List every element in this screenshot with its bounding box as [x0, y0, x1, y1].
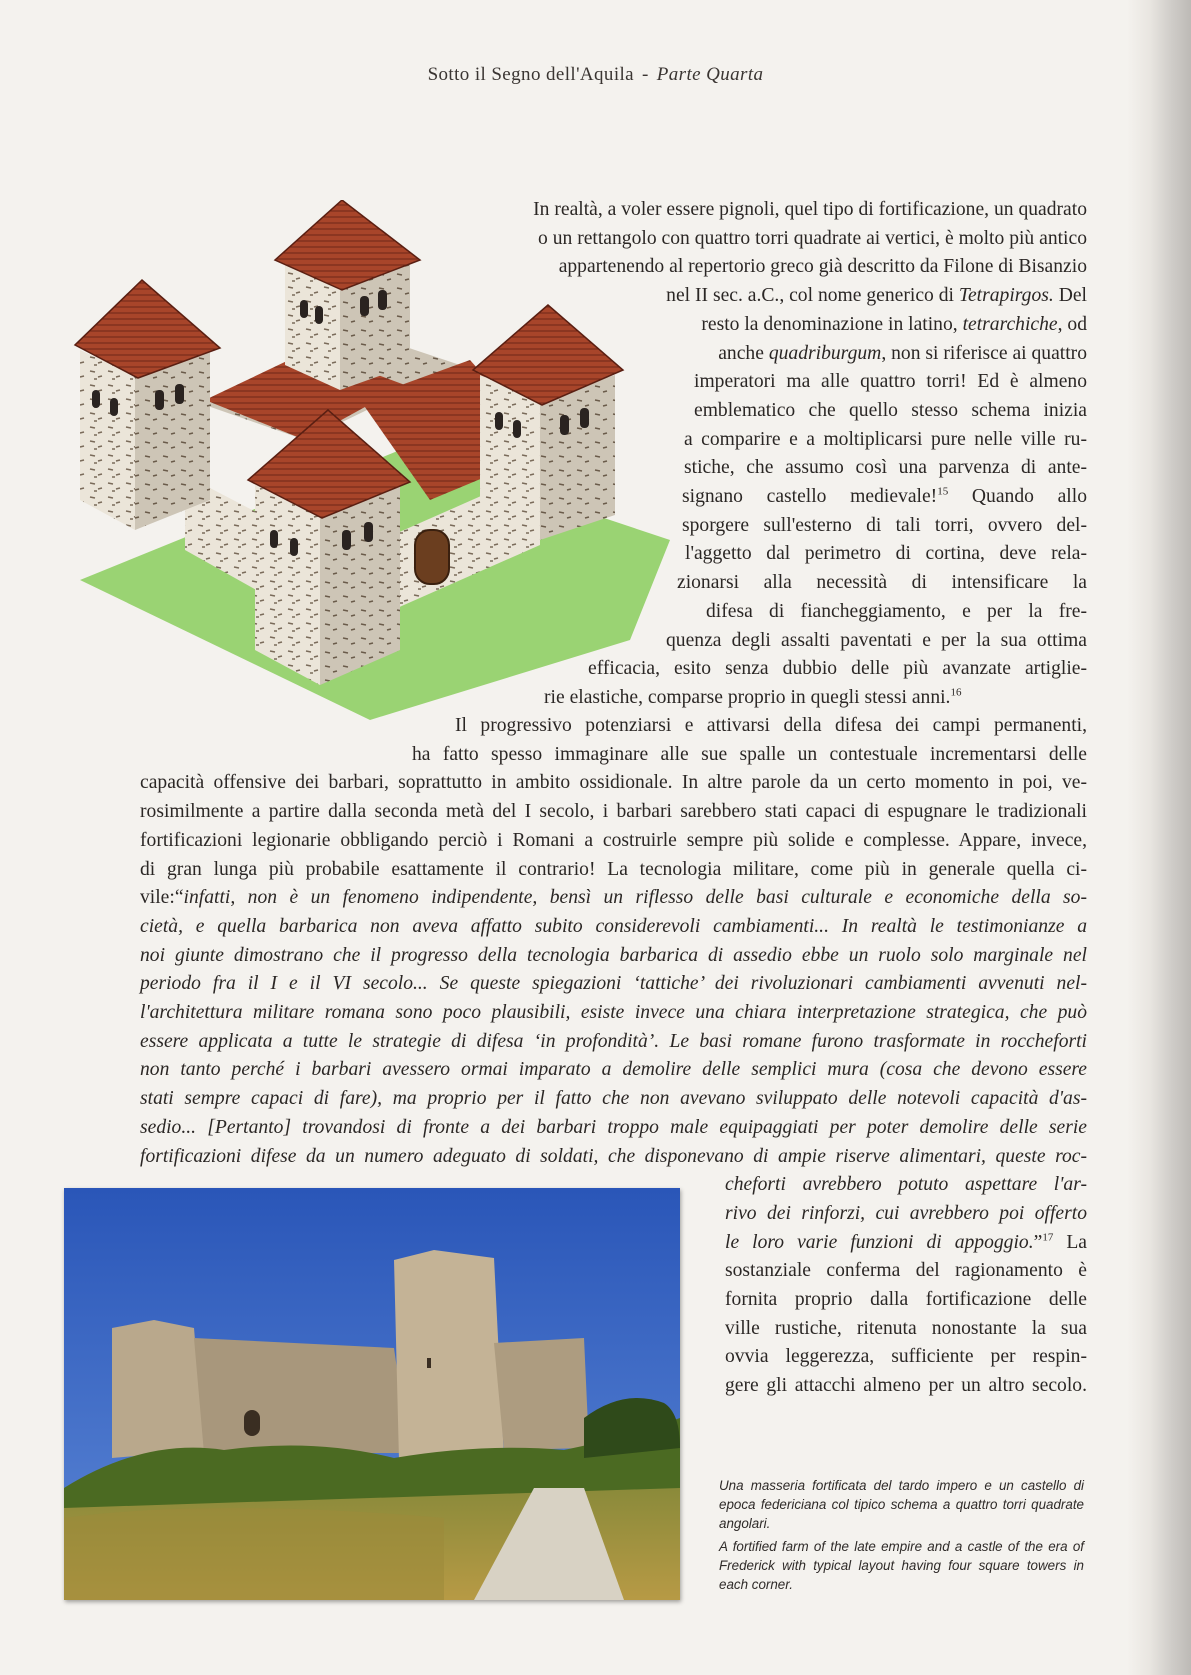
text-line: rosimilmente a partire dalla seconda metà del I secolo, i barbari sarebbero stati capaci di espugnare le tradizionali	[140, 801, 1087, 823]
text-line: noi giunte dimostrano che il progresso della tecnologia barbarica di assedio ebbe un ruolo solo marginale nel	[140, 944, 1087, 966]
caption-english: A fortified farm of the late empire and a castle of the era of Frederick with typical layout having four square towers in each corner.	[719, 1538, 1084, 1593]
text-line: Il progressivo potenziarsi e attivarsi della difesa dei campi permanenti,	[455, 715, 1087, 736]
text-line: ovvia leggerezza, sufficiente per respin-	[725, 1346, 1087, 1368]
text-line: efficacia, esito senza dubbio delle più avanzate artiglie-	[588, 658, 1087, 680]
figure-caption	[719, 1476, 1084, 1597]
text-line: sedio... [Pertanto] trovandosi di fronte a dei barbari troppo male equipaggiati per poter demolire delle serie	[140, 1116, 1087, 1138]
castle-photo	[64, 1188, 680, 1600]
text-line: fornita proprio dalla fortificazione delle	[725, 1289, 1087, 1310]
text-line: essere applicata a tutte le strategie di difesa ‘in profondità’. Le basi romane furono trasformate in roccheforti	[140, 1030, 1087, 1052]
text-line: l'aggetto dal perimetro di cortina, deve rela-	[685, 543, 1087, 565]
text-line: l'architettura militare romana sono poco plausibili, esiste invece una chiara interpretazione strategica, che può	[140, 1002, 1087, 1023]
text-line: stiche, che assumo così una parvenza di ante-	[684, 457, 1087, 479]
text-line: difesa di fiancheggiamento, e per la fre-	[706, 600, 1087, 622]
running-header	[0, 64, 1191, 86]
text-line: a comparire e a moltiplicarsi pure nelle ville ru-	[684, 428, 1087, 450]
header-separator: -	[642, 64, 649, 85]
text-line: ha fatto spesso immaginare alle sue spalle un contestuale incrementarsi delle	[412, 743, 1087, 765]
text-line: o un rettangolo con quattro torri quadrate ai vertici, è molto più antico	[538, 227, 1087, 249]
text-line: sporgere sull'esterno di tali torri, ovvero del-	[682, 514, 1087, 536]
text-line: appartenendo al repertorio greco già descritto da Filone di Bisanzio	[558, 256, 1087, 278]
text-line: rie elastiche, comparse proprio in quegli stessi anni.$^{16}$	[544, 686, 962, 708]
text-line: nel II sec. a.C., col nome generico di Tetrapirgos. Del	[666, 285, 1087, 307]
text-line: anche quadriburgum, non si riferisce ai quattro	[718, 342, 1087, 364]
text-line: le loro varie funzioni di appoggio.”$^{17}$ La	[725, 1231, 1087, 1253]
text-line: zionarsi alla necessità di intensificare la	[677, 572, 1087, 594]
caption-italian: Una masseria fortificata del tardo impero e un castello di epoca federiciana col tipico schema a quattro torri quadrate angolari.	[719, 1478, 1084, 1532]
text-line: ville rustiche, ritenuta nonostante la sua	[725, 1317, 1087, 1339]
text-line: capacità offensive dei barbari, soprattutto in ambito ossidionale. In altre parole da un certo momento in poi, ve-	[140, 772, 1087, 794]
header-title: Sotto il Segno dell'Aquila	[427, 64, 635, 85]
text-line: fortificazioni difese da un numero adeguato di soldati, che disponevano di ampie riserve alimentari, queste roc-	[140, 1145, 1087, 1167]
text-line: In realtà, a voler essere pignoli, quel tipo di fortificazione, un quadrato	[533, 199, 1087, 220]
text-line: cheforti avrebbero potuto aspettare l'ar-	[725, 1174, 1087, 1196]
text-line: emblematico che quello stesso schema inizia	[694, 399, 1087, 421]
text-line: stati sempre capaci di fare), ma proprio per il fatto che non avevano sviluppato delle notevoli capacità d'as-	[140, 1088, 1087, 1110]
text-line: resto la denominazione in latino, tetrarchiche, od	[701, 313, 1087, 335]
text-line: gere gli attacchi almeno per un altro secolo.	[725, 1375, 1087, 1397]
page-gutter-shadow	[1127, 0, 1191, 1675]
text-line: di gran lunga più probabile esattamente il contrario! La tecnologia militare, come più in generale quella ci-	[140, 858, 1087, 880]
text-line: vile:“infatti, non è un fenomeno indipendente, bensì un riflesso delle basi culturale e economiche della so-	[140, 887, 1087, 909]
text-line: non tanto perché i barbari avessero ormai imparato a demolire delle semplici mura (cosa che devono essere	[140, 1059, 1087, 1081]
header-part: Parte Quarta	[656, 64, 764, 85]
text-line: cietà, e quella barbarica non aveva affatto subito considerevoli cambiamenti... In realtà le testimonianze a	[140, 915, 1087, 937]
text-line: rivo dei rinforzi, cui avrebbero poi offerto	[725, 1202, 1087, 1224]
text-line: quenza degli assalti paventati e per la sua ottima	[666, 629, 1087, 651]
text-line: sostanziale conferma del ragionamento è	[725, 1260, 1087, 1282]
text-line: periodo fra il I e il VI secolo... Se queste spiegazioni ‘tattiche’ dei rivoluzionari cambiamenti avvenuti nel-	[140, 973, 1087, 995]
text-line: imperatori ma alle quattro torri! Ed è almeno	[694, 371, 1087, 393]
text-line: fortificazioni legionarie obbligando perciò i Romani a costruirle sempre più solide e complesse. Appare, invece,	[140, 829, 1087, 851]
text-line: signano castello medievale!$^{15}$ Quando allo	[682, 485, 1087, 507]
